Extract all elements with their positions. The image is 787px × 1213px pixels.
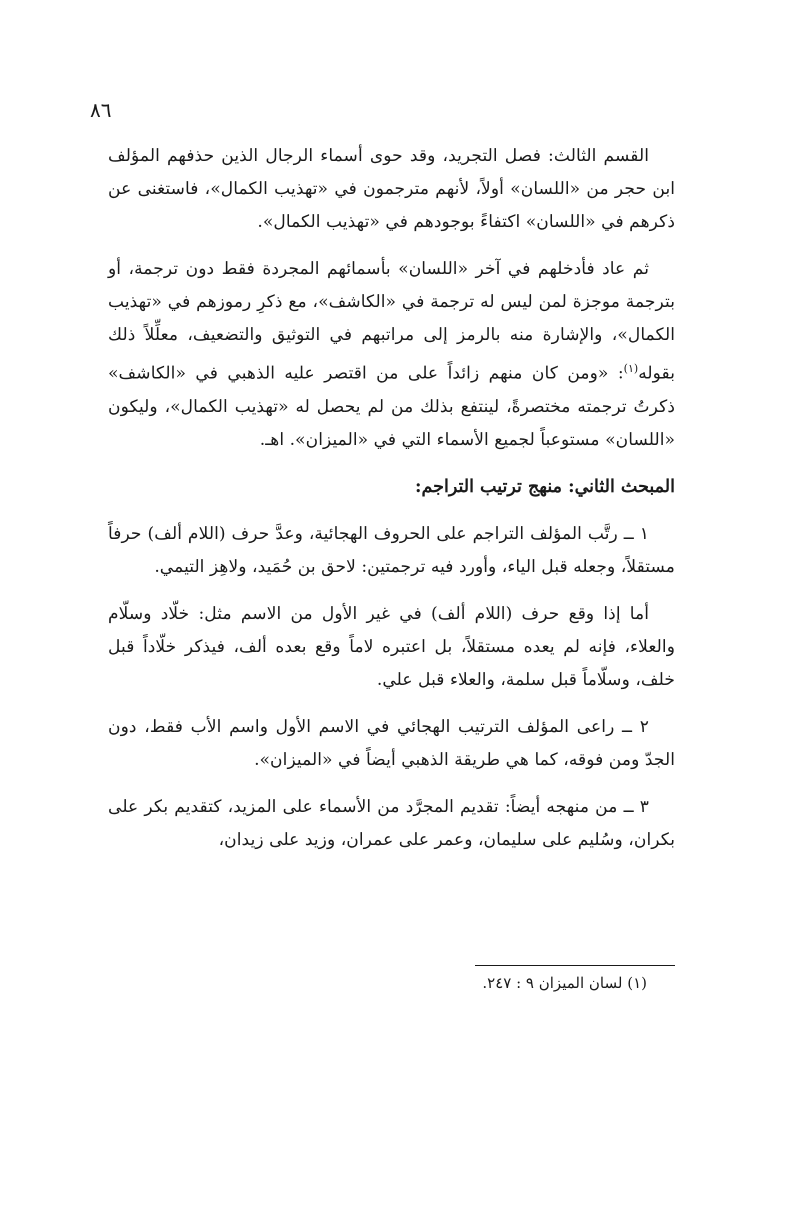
paragraph-text-part-2: : «ومن كان منهم زائداً على من اقتصر عليه الذهبي في «الكاشف» ذكرتُ ترجمته مختصرةً، لينتفع بذلك من لم يحصل له «تهذيب الكمال»، وليكون «اللسان» مستوعباً لجميع الأسماء التي في «الميزان». اهـ. bbox=[108, 363, 675, 450]
page-number: ٨٦ bbox=[90, 98, 112, 122]
paragraph-point-3: ٣ ــ من منهجه أيضاً: تقديم المجرَّد من الأسماء على المزيد، كتقديم بكر على بكران، وسُليم على سليمان، وعمر على عمران، وزيد على زيدان، bbox=[108, 796, 675, 850]
paragraph-text-part-1: ثم عاد فأدخلهم في آخر «اللسان» بأسمائهم المجردة فقط دون ترجمة، أو بترجمة موجزة لمن ليس له ترجمة في «الكاشف»، مع ذكرِ رموزهم في «تهذيب الكمال»، والإشارة منه بالرمز إلى مراتبهم في التوثيق والتضعيف، معلِّلاً ذلك بقوله bbox=[108, 259, 675, 384]
footnote: (١) لسان الميزان ٩ : ٢٤٧. bbox=[482, 974, 647, 992]
footnote-divider bbox=[475, 965, 675, 966]
section-heading: المبحث الثاني: منهج ترتيب التراجم: bbox=[415, 476, 675, 497]
main-text bbox=[108, 140, 675, 869]
paragraph-lam-alif-detail: أما إذا وقع حرف (اللام ألف) في غير الأول من الاسم مثل: خلّاد وسلّام والعلاء، فإنه لم يعده مستقلاً، بل اعتبره لاماً وقع بعده ألف، فيذكر خلّاداً قبل خلف، وسلّاماً قبل سلمة، والعلاء قبل علي. bbox=[108, 603, 675, 690]
paragraph-point-2: ٢ ــ راعى المؤلف الترتيب الهجائي في الاسم الأول واسم الأب فقط، دون الجدّ ومن فوقه، كما هي طريقة الذهبي أيضاً في «الميزان». bbox=[108, 716, 675, 770]
paragraph-point-1: ١ ــ رتَّب المؤلف التراجم على الحروف الهجائية، وعدَّ حرف (اللام ألف) حرفاً مستقلاً، وجعله قبل الياء، وأورد فيه ترجمتين: لاحق بن حُمَيد، ولاهِز التيمي. bbox=[108, 523, 675, 577]
paragraph-tajrid-section: القسم الثالث: فصل التجريد، وقد حوى أسماء الرجال الذين حذفهم المؤلف ابن حجر من «اللسان» أولاً، لأنهم مترجمون في «تهذيب الكمال»، فاستغنى عن ذكرهم في «اللسان» اكتفاءً بوجودهم في «تهذيب الكمال». bbox=[108, 146, 675, 232]
footnote-marker: (١) bbox=[623, 362, 639, 375]
paragraph-return-to-lisan bbox=[108, 253, 675, 457]
